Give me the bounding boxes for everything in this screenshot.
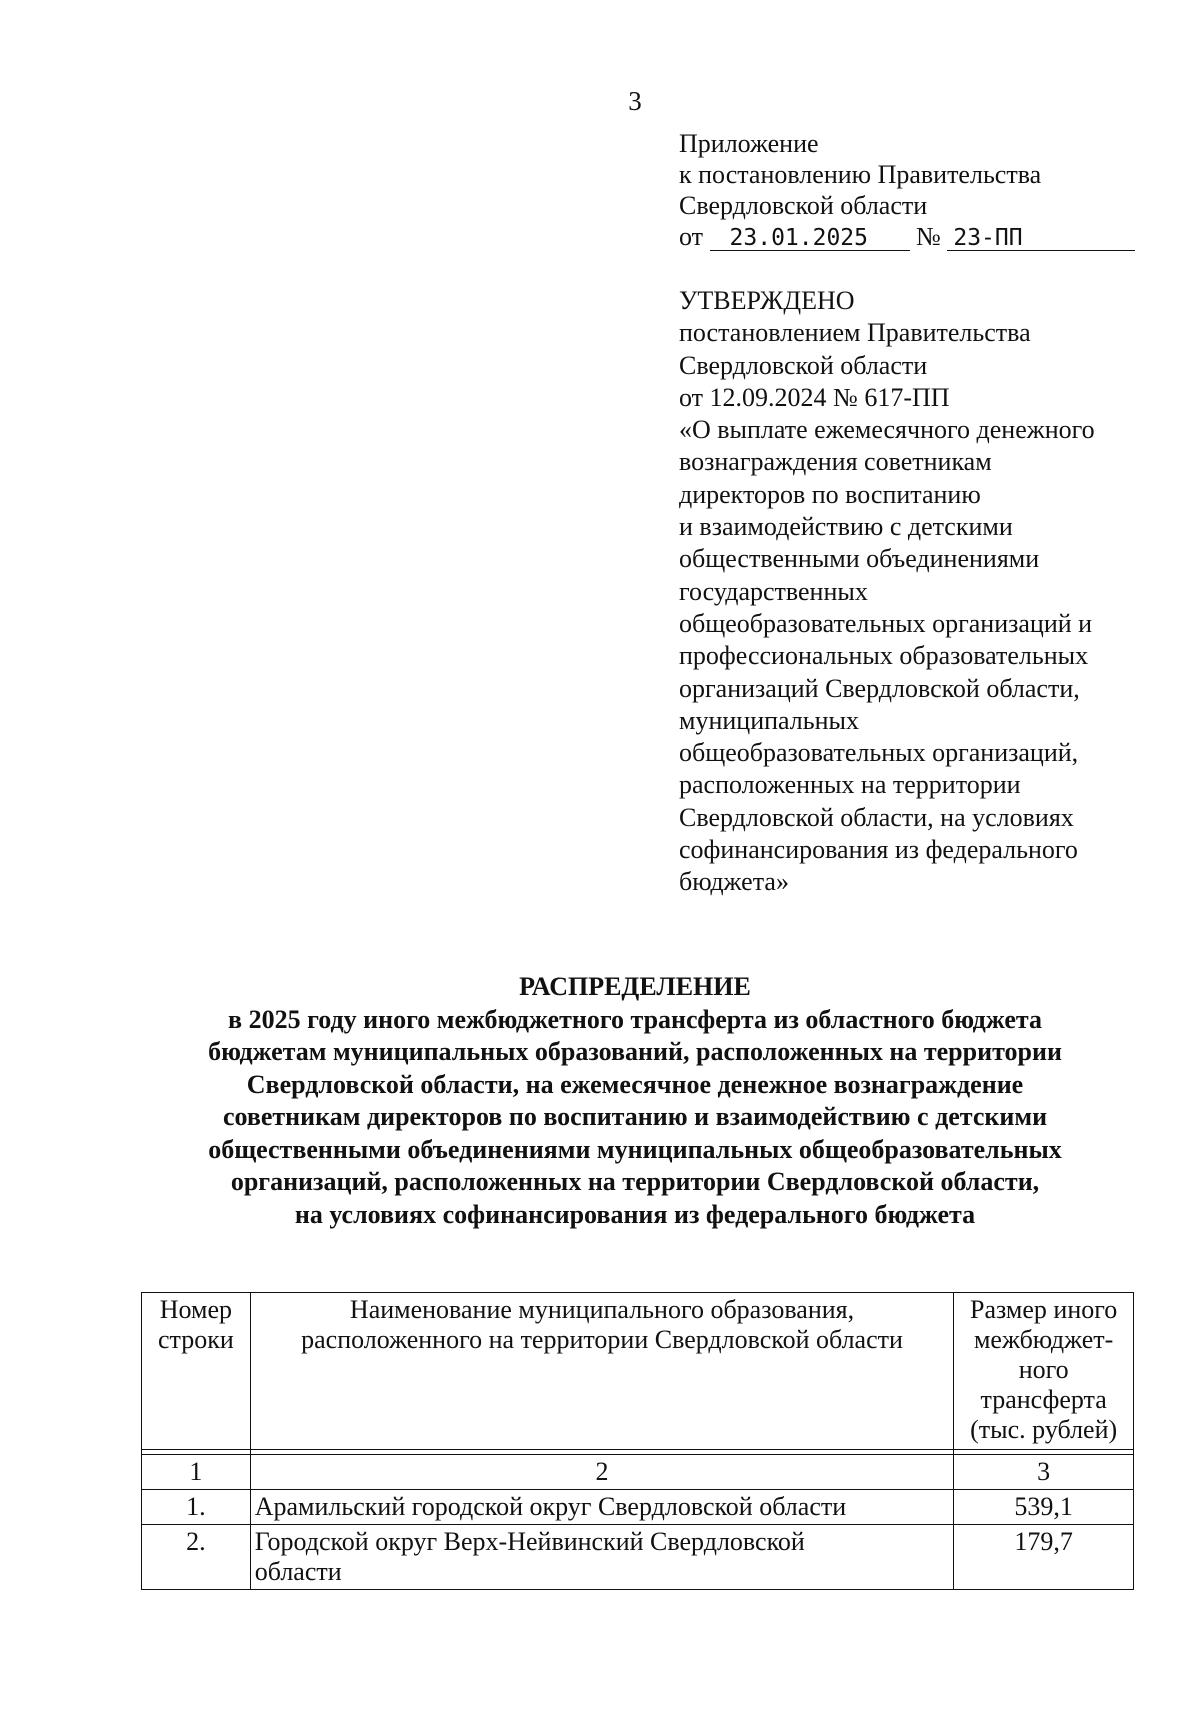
approved-line: УТВЕРЖДЕНО bbox=[679, 286, 855, 315]
title-heading: РАСПРЕДЕЛЕНИЕ bbox=[519, 972, 751, 1001]
approved-line: общеобразовательных организаций, bbox=[679, 738, 1079, 768]
appendix-line-1: Приложение bbox=[679, 129, 819, 158]
row-number: 1. bbox=[142, 1490, 251, 1525]
title-line: общественными объединениями муниципальных общеобразовательных bbox=[208, 1134, 1062, 1164]
appendix-line-2: к постановлению Правительства bbox=[679, 160, 1042, 189]
name-line: области bbox=[254, 1557, 342, 1586]
table-index-row bbox=[142, 1455, 1134, 1490]
table-row bbox=[142, 1525, 1134, 1590]
approved-line: общественными объединениями bbox=[679, 544, 1040, 574]
transfer-amount: 179,7 bbox=[954, 1525, 1134, 1590]
header-text: Размер иного bbox=[970, 1295, 1118, 1324]
title-line: организаций, расположенных на территории Свердловской области, bbox=[230, 1167, 1040, 1196]
approved-line: бюджета» bbox=[679, 867, 789, 897]
header-text: (тыс. рублей) bbox=[970, 1415, 1118, 1444]
approved-line: государственных bbox=[679, 576, 868, 606]
appendix-date-line bbox=[679, 221, 1135, 252]
approved-block bbox=[679, 285, 1095, 899]
title-line: в 2025 году иного межбюджетного трансферта из областного бюджета bbox=[228, 1004, 1042, 1034]
transfer-amount: 539,1 bbox=[954, 1490, 1134, 1525]
approved-line: директоров по воспитанию bbox=[679, 479, 981, 509]
index-cell: 3 bbox=[954, 1455, 1134, 1490]
municipality-name: Арамильский городской округ Свердловской области bbox=[250, 1490, 954, 1525]
row-number: 2. bbox=[142, 1525, 251, 1590]
index-cell: 2 bbox=[250, 1455, 954, 1490]
header-text: трансферта bbox=[980, 1385, 1107, 1414]
approved-line: Свердловской области, на условиях bbox=[679, 802, 1074, 832]
approved-line: постановлением Правительства bbox=[679, 318, 1031, 348]
distribution-table bbox=[141, 1292, 1134, 1590]
table-header-row bbox=[142, 1293, 1134, 1450]
title-line: бюджетам муниципальных образований, расположенных на территории bbox=[208, 1037, 1062, 1066]
page-number: 3 bbox=[628, 86, 642, 116]
number-field: 23-ПП bbox=[947, 226, 1135, 251]
approved-line: профессиональных образовательных bbox=[679, 641, 1089, 671]
approved-line: расположенных на территории bbox=[679, 770, 1021, 800]
approved-line: от 12.09.2024 № 617-ПП bbox=[679, 382, 950, 412]
header-text: расположенного на территории Свердловской области bbox=[301, 1325, 903, 1354]
header-transfer-amount bbox=[954, 1293, 1134, 1450]
document-title bbox=[0, 971, 1200, 1231]
header-text: Номер bbox=[159, 1295, 232, 1324]
header-text: строки bbox=[157, 1325, 234, 1354]
index-cell: 1 bbox=[142, 1455, 251, 1490]
approved-line: софинансирования из федерального bbox=[679, 835, 1078, 865]
appendix-block bbox=[679, 128, 1135, 252]
header-text: ного bbox=[1018, 1355, 1069, 1384]
date-prefix: от bbox=[679, 222, 704, 251]
header-text: межбюджет- bbox=[973, 1325, 1114, 1354]
date-field: 23.01.2025 bbox=[710, 226, 910, 251]
approved-line: и взаимодействию с детскими bbox=[679, 512, 1013, 542]
municipality-name bbox=[250, 1525, 954, 1590]
title-line: советникам директоров по воспитанию и взаимодействию с детскими bbox=[222, 1102, 1048, 1131]
approved-line: вознаграждения советникам bbox=[679, 447, 992, 477]
header-municipality-name bbox=[250, 1293, 954, 1450]
approved-line: общеобразовательных организаций и bbox=[679, 608, 1093, 638]
approved-line: муниципальных bbox=[679, 705, 860, 735]
number-prefix: № bbox=[916, 222, 941, 251]
header-row-number bbox=[142, 1293, 251, 1450]
table-row bbox=[142, 1490, 1134, 1525]
approved-line: организаций Свердловской области, bbox=[679, 673, 1080, 703]
approved-line: Свердловской области bbox=[679, 350, 928, 380]
name-line: Городской округ Верх-Нейвинский Свердловской bbox=[254, 1527, 805, 1556]
title-line: Свердловской области, на ежемесячное денежное вознаграждение bbox=[246, 1069, 1024, 1099]
header-text: Наименование муниципального образования, bbox=[349, 1295, 855, 1324]
title-line: на условиях софинансирования из федерального бюджета bbox=[294, 1199, 976, 1229]
approved-line: «О выплате ежемесячного денежного bbox=[679, 415, 1095, 445]
appendix-line-3: Свердловской области bbox=[679, 191, 928, 220]
